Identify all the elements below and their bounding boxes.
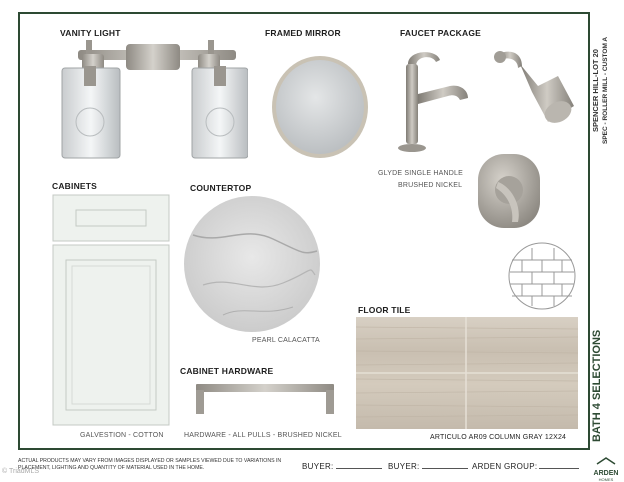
- faucet-caption-1: GLYDE SINGLE HANDLE: [378, 170, 463, 177]
- floor-tile-label: FLOOR TILE: [358, 305, 411, 315]
- disclaimer: ACTUAL PRODUCTS MAY VARY FROM IMAGES DISPLAYED OR SAMPLES VIEWED DUE TO VARIATIONS IN PLACEMENT, LIGHTING AND QUANTITY OF MATERIAL USED IN THE HOME.: [18, 458, 282, 471]
- shower-valve-image: [476, 152, 542, 230]
- sidebar: [588, 12, 618, 450]
- faucet-package-label: FAUCET PACKAGE: [400, 28, 482, 38]
- arden-group-signature: [472, 461, 579, 471]
- watermark: © TriadMLS: [2, 468, 40, 475]
- cabinet-hardware-label: CABINET HARDWARE: [180, 366, 274, 376]
- faucet-image: [396, 46, 476, 158]
- buyer-label-2: BUYER:: [388, 462, 420, 471]
- buyer-signature-2: [388, 461, 468, 471]
- countertop-caption: PEARL CALACATTA: [252, 337, 320, 344]
- cabinet-pull-image: [194, 382, 336, 416]
- countertop-label: COUNTERTOP: [190, 183, 252, 193]
- section-title: BATH 4 SELECTIONS: [591, 329, 603, 442]
- framed-mirror-label: FRAMED MIRROR: [265, 28, 341, 38]
- buyer-signature-1: [302, 461, 382, 471]
- showerhead-image: [492, 46, 574, 128]
- faucet-caption-2: BRUSHED NICKEL: [398, 182, 463, 189]
- project-title: SPENCER HILL-LOT 20: [591, 49, 600, 132]
- floor-tile-image: [356, 317, 578, 429]
- vanity-light-label: VANITY LIGHT: [60, 28, 121, 38]
- cabinet-image: [52, 194, 170, 426]
- logo-name: ARDEN: [593, 470, 619, 477]
- hardware-caption: HARDWARE - ALL PULLS - BRUSHED NICKEL: [184, 432, 342, 439]
- subway-tile-icon: [508, 242, 576, 310]
- vanity-light-image: [58, 40, 248, 162]
- buyer-label-1: BUYER:: [302, 462, 334, 471]
- countertop-sample-image: [183, 195, 321, 333]
- logo-sub: HOMES: [598, 477, 614, 482]
- arden-group-label: ARDEN GROUP:: [472, 462, 538, 471]
- cabinets-label: CABINETS: [52, 181, 98, 191]
- arden-logo-roof-icon: [596, 457, 616, 465]
- framed-mirror-image: [270, 54, 370, 160]
- arden-logo: [590, 452, 622, 482]
- project-subtitle: SPEC - ROLLER MILL - CUSTOM A: [602, 36, 609, 144]
- cabinets-caption: GALVESTION - COTTON: [80, 432, 164, 439]
- floor-tile-caption: ARTICULO AR09 COLUMN GRAY 12X24: [430, 434, 567, 441]
